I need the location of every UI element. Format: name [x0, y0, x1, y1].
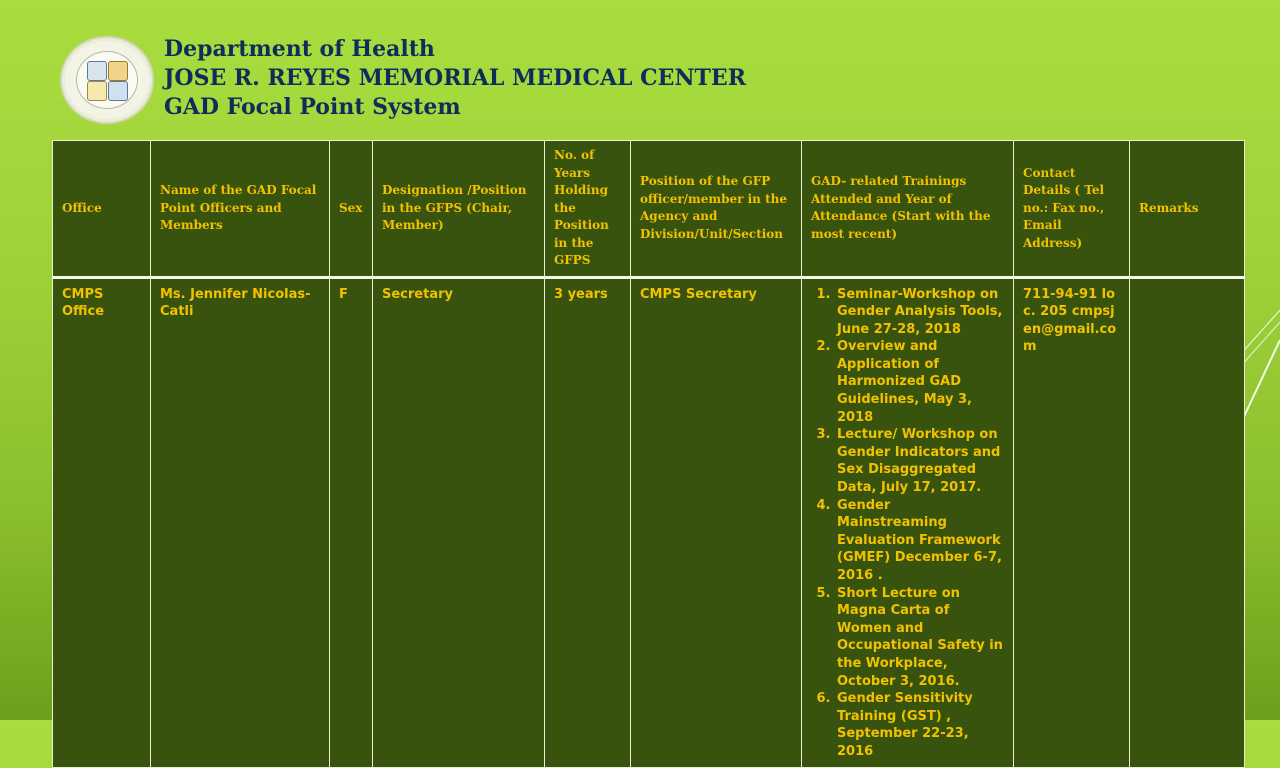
- header-position: Position of the GFP officer/member in the Agency and Division/Unit/Section: [631, 141, 802, 278]
- cell-trainings: [802, 277, 1014, 767]
- header-office: Office: [53, 141, 151, 278]
- hospital-seal-logo: [60, 36, 154, 124]
- header-name: Name of the GAD Focal Point Officers and Members: [151, 141, 330, 278]
- department-title: Department of Health: [164, 36, 435, 62]
- training-item: 3. Lecture/ Workshop on Gender Indicators and Sex Disaggregated Data, July 17, 2017.: [835, 426, 1004, 496]
- crown-icon: [108, 61, 128, 81]
- cell-contact: 711-94-91 loc. 205 cmpsjen@gmail.com: [1014, 277, 1130, 767]
- header-years: No. of Years Holding the Position in the GFPS: [545, 141, 631, 278]
- cell-designation: Secretary: [373, 277, 545, 767]
- gfps-table: [52, 140, 1245, 768]
- caduceus-icon: [87, 61, 107, 81]
- cell-name: Ms. Jennifer Nicolas-Catli: [151, 277, 330, 767]
- cell-sex: F: [330, 277, 373, 767]
- cell-years: 3 years: [545, 277, 631, 767]
- cell-remarks: [1130, 277, 1245, 767]
- header-remarks: Remarks: [1130, 141, 1245, 278]
- cell-office: CMPS Office: [53, 277, 151, 767]
- header-trainings: GAD- related Trainings Attended and Year of Attendance (Start with the most recent): [802, 141, 1014, 278]
- header-sex: Sex: [330, 141, 373, 278]
- seal-emblem: [76, 51, 138, 109]
- table-header-row: [53, 141, 1245, 278]
- training-item: 2. Overview and Application of Harmonized GAD Guidelines, May 3, 2018: [835, 338, 1004, 426]
- building-icon: [108, 81, 128, 101]
- lamp-icon: [87, 81, 107, 101]
- header-designation: Designation /Position in the GFPS (Chair, Member): [373, 141, 545, 278]
- system-name: GAD Focal Point System: [164, 94, 461, 120]
- table-row: [53, 277, 1245, 767]
- header-contact: Contact Details ( Tel no.: Fax no., Email Address): [1014, 141, 1130, 278]
- cell-position: CMPS Secretary: [631, 277, 802, 767]
- training-item: 6. Gender Sensitivity Training (GST) , September 22-23, 2016: [835, 690, 1004, 760]
- training-item: 4. Gender Mainstreaming Evaluation Framework (GMEF) December 6-7, 2016 .: [835, 497, 1004, 585]
- training-item: 1. Seminar-Workshop on Gender Analysis Tools, June 27-28, 2018: [835, 286, 1004, 339]
- training-item: 5. Short Lecture on Magna Carta of Women and Occupational Safety in the Workplace, October 3, 2016.: [835, 585, 1004, 691]
- page-header: [164, 35, 746, 122]
- hospital-name: JOSE R. REYES MEMORIAL MEDICAL CENTER: [164, 65, 746, 91]
- trainings-list: [811, 286, 1004, 761]
- decorative-lines: [1240, 300, 1280, 440]
